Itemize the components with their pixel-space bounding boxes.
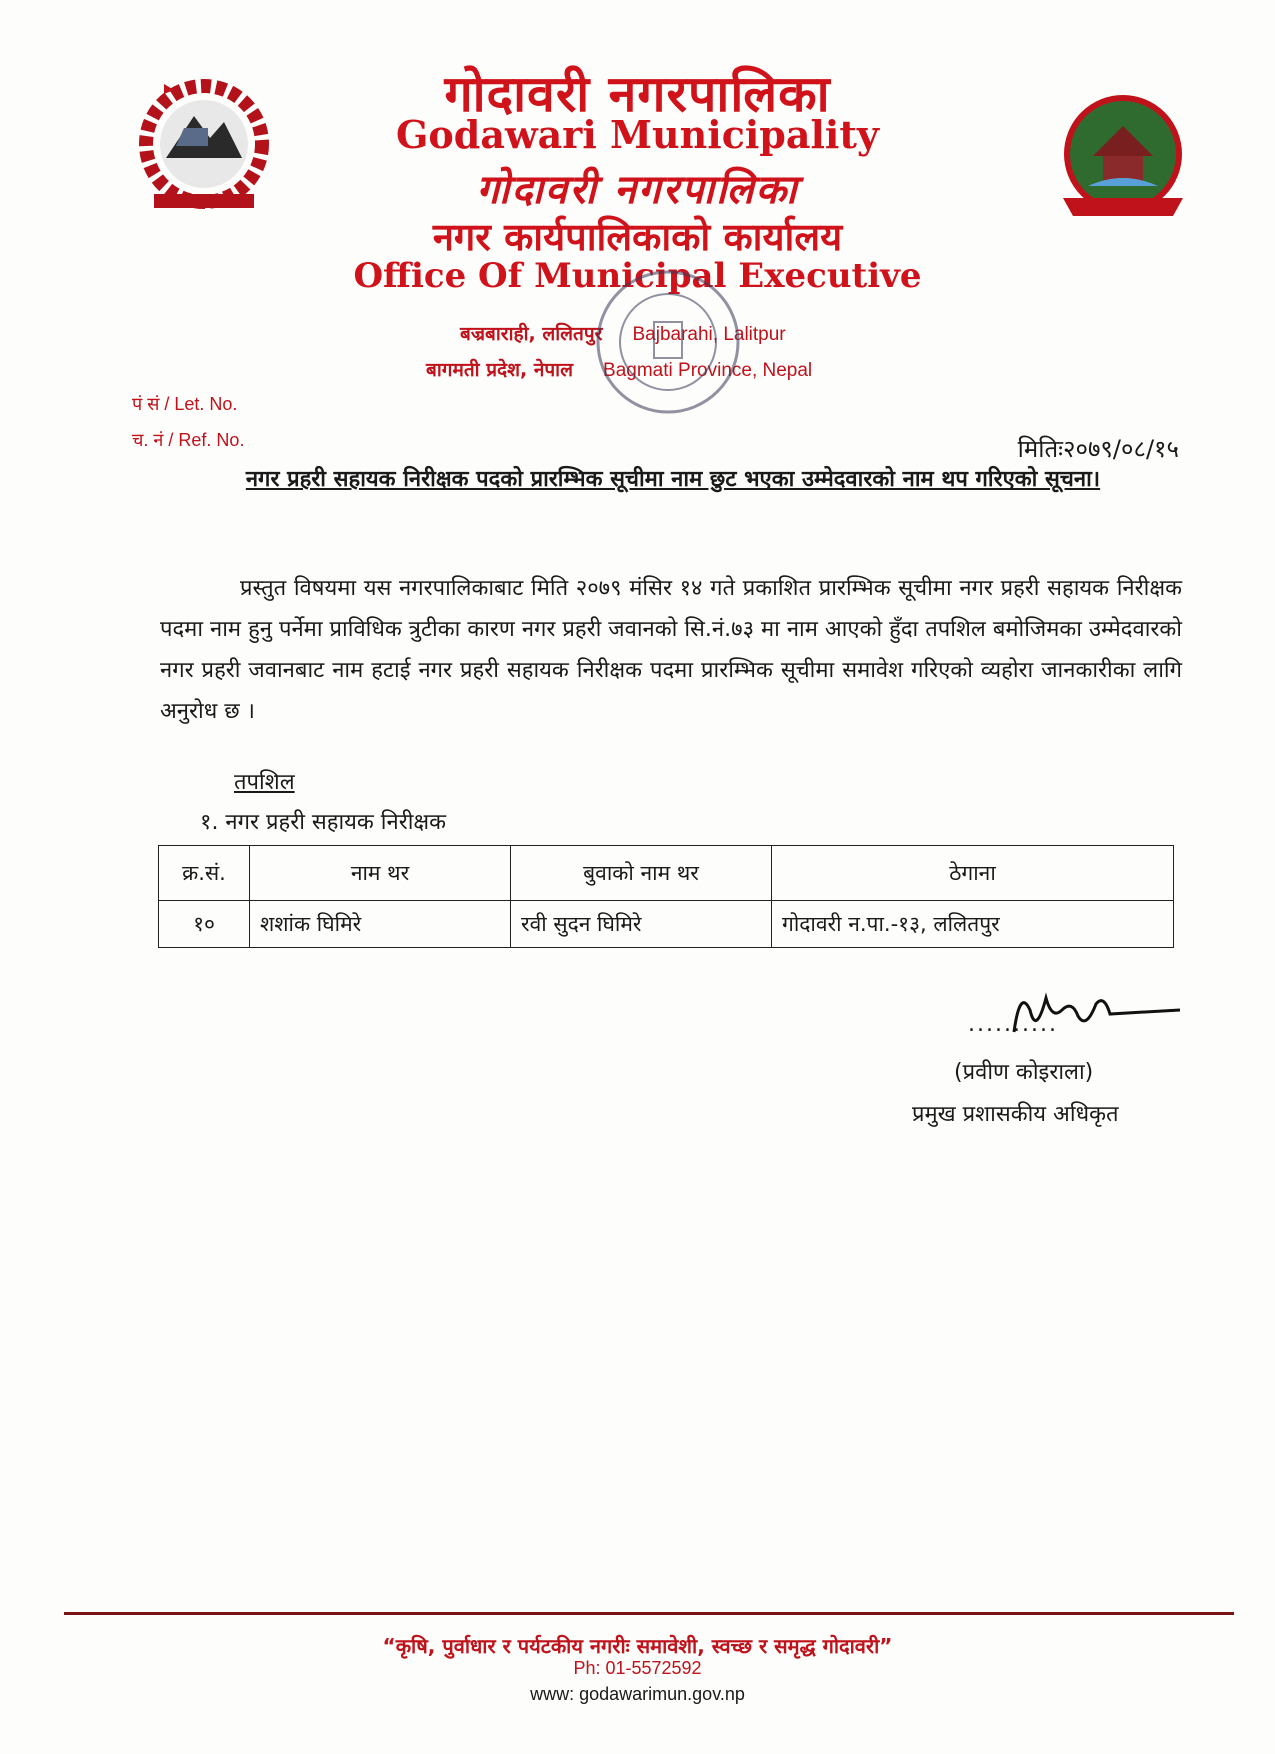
signatory-title: प्रमुख प्रशासकीय अधिकृत xyxy=(912,1102,1119,1127)
office-title-nepali: नगर कार्यपालिकाको कार्यालय xyxy=(432,215,843,259)
column-header-father-name: बुवाको नाम थर xyxy=(511,846,772,901)
cell-name: शशांक घिमिरे xyxy=(250,901,511,948)
office-title-english: Office Of Municipal Executive xyxy=(353,256,922,296)
cell-address: गोदावरी न.पा.-१३, ललितपुर xyxy=(772,901,1174,948)
letter-number-label: पं सं / Let. No. xyxy=(132,394,238,414)
address-line-1-nepali: बज्रबाराही, ललितपुर xyxy=(460,323,603,345)
cell-serial: १० xyxy=(159,901,250,948)
address-line-2-nepali: बागमती प्रदेश, नेपाल xyxy=(426,359,573,381)
table-header-row xyxy=(159,846,1174,901)
municipality-title-nepali: गोदावरी नगरपालिका xyxy=(444,65,831,123)
footer-phone: Ph: 01-5572592 xyxy=(573,1658,702,1678)
footer-motto: “कृषि, पुर्वाधार र पर्यटकीय नगरीः समावेशी, स्वच्छ र समृद्ध गोदावरी” xyxy=(382,1634,893,1658)
notice-subject: नगर प्रहरी सहायक निरीक्षक पदको प्रारम्भिक सूचीमा नाम छुट भएका उम्मेदवारको नाम थप गरिएको सूचना। xyxy=(245,467,1101,492)
table-row xyxy=(159,901,1174,948)
reference-number-label: च. नं / Ref. No. xyxy=(132,430,245,450)
signature-line: .......... xyxy=(968,1012,1058,1037)
office-stamp-icon xyxy=(588,262,748,422)
signatory-name: (प्रवीण कोइराला) xyxy=(954,1060,1094,1085)
section-title: १. नगर प्रहरी सहायक निरीक्षक xyxy=(200,810,447,835)
municipality-title-stylized: गोदावरी नगरपालिका xyxy=(476,167,799,213)
column-header-serial: क्र.सं. xyxy=(159,846,250,901)
details-heading: तपशिल xyxy=(234,770,295,795)
footer-website: www: godawarimun.gov.np xyxy=(530,1684,745,1704)
footer-divider xyxy=(64,1612,1234,1615)
address-line-2-english: Bagmati Province, Nepal xyxy=(603,360,813,381)
cell-father-name: रवी सुदन घिमिरे xyxy=(511,901,772,948)
column-header-address: ठेगाना xyxy=(772,846,1174,901)
column-header-name: नाम थर xyxy=(250,846,511,901)
address-line-1-english: Bajbarahi, Lalitpur xyxy=(632,324,786,345)
municipality-title-english: Godawari Municipality xyxy=(395,112,880,157)
notice-date: मितिः२०७९/०८/१५ xyxy=(1017,435,1179,463)
candidate-table xyxy=(158,845,1174,948)
notice-body: प्रस्तुत विषयमा यस नगरपालिकाबाट मिति २०७९ मंसिर १४ गते प्रकाशित प्रारम्भिक सूचीमा नगर प्रहरी सहायक निरीक्षक पदमा नाम हुनु पर्नेमा प्राविधिक त्रुटीका कारण नगर प्रहरी जवानको सि.नं.७३ मा नाम आएको हुँदा तपशिल बमोजिमका उम्मेदवारको नगर प्रहरी जवानबाट नाम हटाई नगर प्रहरी सहायक निरीक्षक पदमा प्रारम्भिक सूचीमा समावेश गरिएको व्यहोरा जानकारीका लागि अनुरोध छ । xyxy=(160,576,1182,724)
